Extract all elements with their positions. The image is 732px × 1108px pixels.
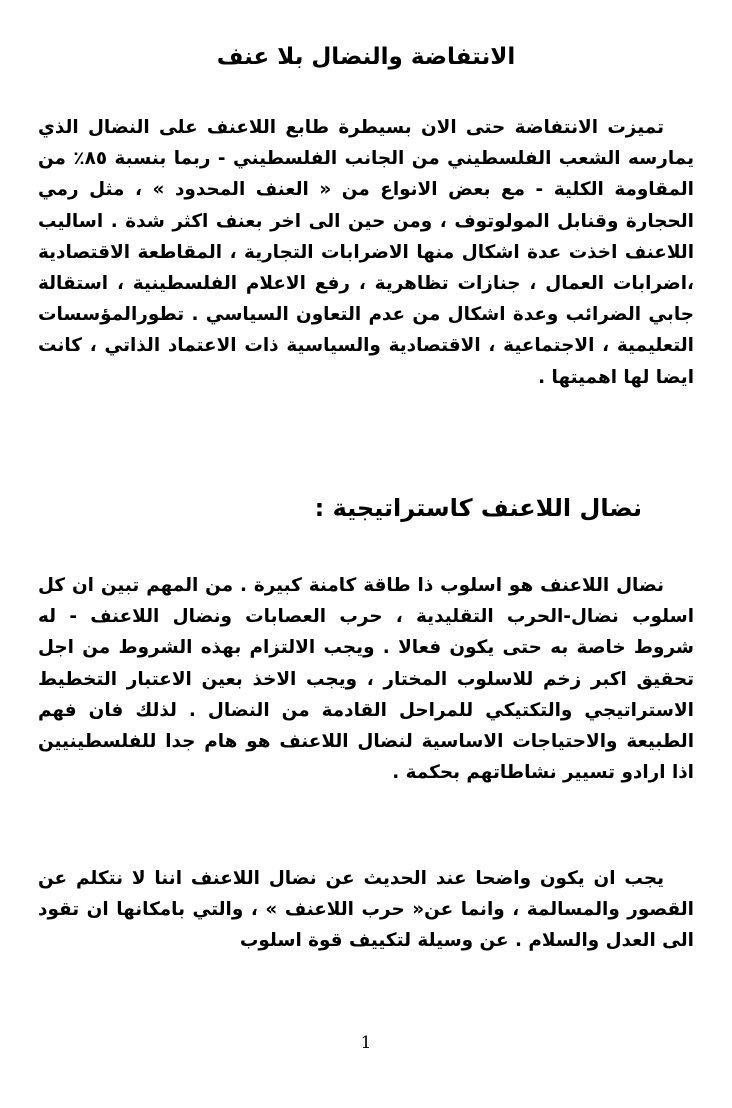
paragraph-nonviolent-war: يجب ان يكون واضحا عند الحديث عن نضال اللاعنف اننا لا نتكلم عن القصور والمسالمة ، وانما عن« حرب اللاعنف » ، والتي بامكانها ان تقود الى العدل والسلام . عن وسيلة لتكييف قوة اسلوب <box>38 868 694 952</box>
page-number: 1 <box>360 1033 372 1053</box>
section-heading: نضال اللاعنف كاستراتيجية : <box>314 494 642 522</box>
paragraph-intifada-nonviolence: تميزت الانتفاضة حتى الان بسيطرة طابع اللاعنف على النضال الذي يمارسه الشعب الفلسطيني من الجانب الفلسطيني - ربما بنسبة ٨٥٪ من المقاومة الكلية - مع بعض الانواع من « العنف المحدود » ، مثل رمي الحجارة وقنابل المولوتوف ، ومن حين الى اخر بعنف اكثر شدة . اساليب اللاعنف اخذت عدة اشكال منها الاضرابات التجارية ، المقاطعة الاقتصادية ،اضرابات العمال ، جنازات تظاهرية ، رفع الاعلام الفلسطينية ، استقالة جابي الضرائب وعدة اشكال من عدم التعاون السياسي . تطورالمؤسسات التعليمية ، الاجتماعية ، الاقتصادية والسياسية ذات الاعتماد الذاتي ، كانت ايضا لها اهميتها . <box>38 117 694 388</box>
page-title: الانتفاضة والنضال بلا عنف <box>216 44 516 70</box>
paragraph-nonviolence-strategy: نضال اللاعنف هو اسلوب ذا طاقة كامنة كبيرة . من المهم تبين ان كل اسلوب نضال-الحرب التقليدية ، حرب العصابات ونضال اللاعنف - له شروط خاصة به حتى يكون فعالا . ويجب الالتزام بهذه الشروط من اجل تحقيق اكبر زخم للاسلوب المختار ، ويجب الاخذ بعين الاعتبار التخطيط الاستراتيجي والتكتيكي للمراحل القادمة من النضال . لذلك فان فهم الطبيعة والاحتياجات الاساسية لنضال اللاعنف هو هام جدا للفلسطينيين اذا ارادو تسيير نشاطاتهم بحكمة . <box>38 575 694 784</box>
